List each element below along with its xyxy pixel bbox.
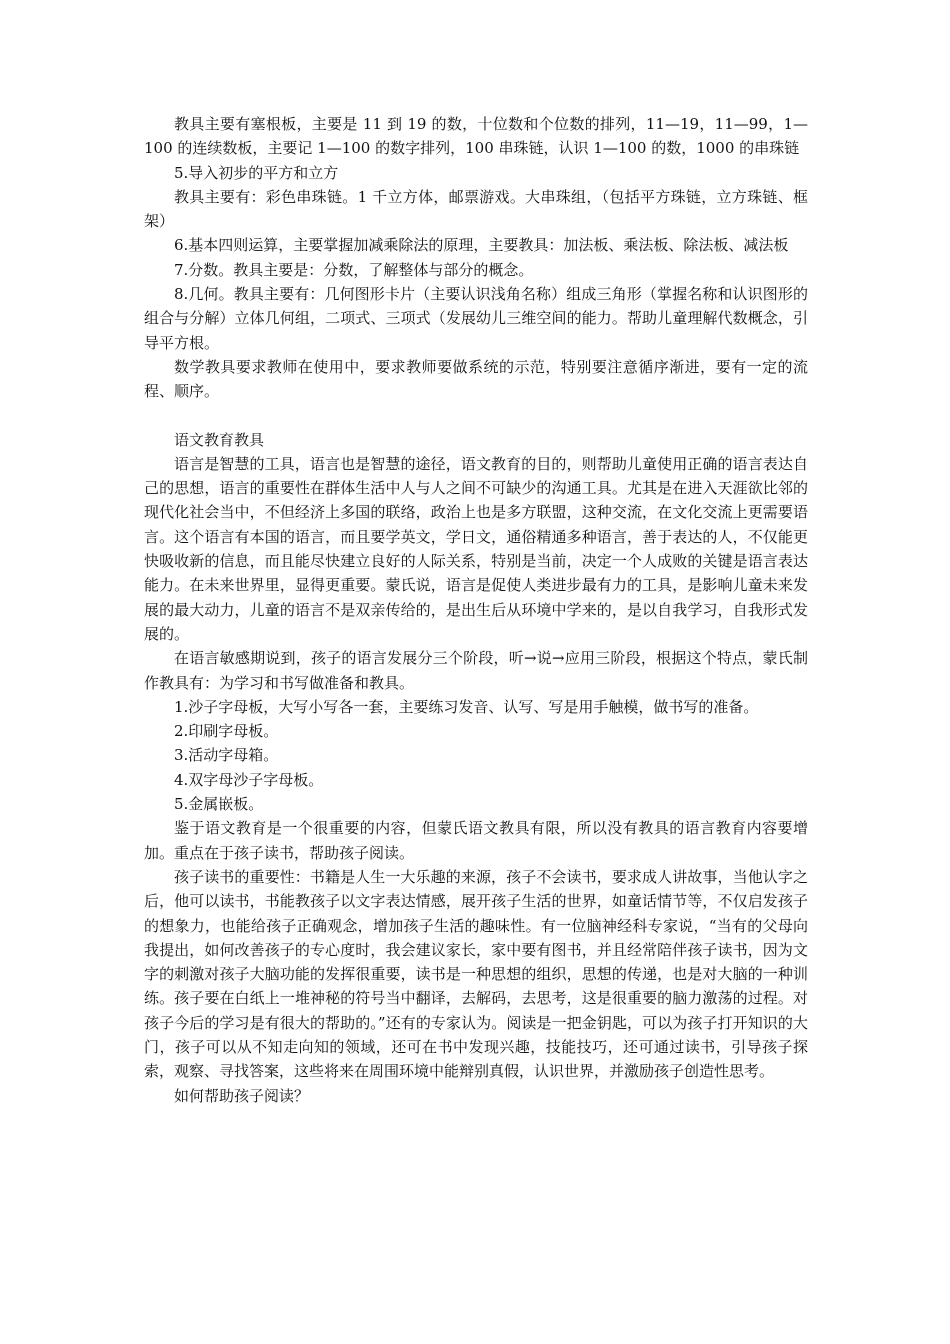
paragraph-four-operations: 6.基本四则运算，主要掌握加减乘除法的原理，主要教具：加法板、乘法板、除法板、减法板	[174, 236, 789, 255]
paragraph-language-stages: 在语言敏感期说到，孩子的语言发展分三个阶段，听→说→应用三阶段，根据这个特点，蒙氏制作教具有：为学习和书写做准备和教具。	[144, 649, 808, 692]
paragraph-teaching-aids-numbers: 教具主要有塞根板，主要是 11 到 19 的数，十位数和个位数的排列，11—19，11—99，1—100 的连续数板，主要记 1—100 的数字排列，100 串珠链，认识 1—100 的数，1000 的串珠链	[144, 115, 808, 158]
list-item-sandpaper-letters: 1.沙子字母板，大写小写各一套，主要练习发音、认写、写是用手触模，做书写的准备。	[174, 697, 759, 716]
document-body	[144, 112, 808, 1108]
paragraph-reading-importance: 孩子读书的重要性：书籍是人生一大乐趣的来源，孩子不会读书，要求成人讲故事，当他认字之后，他可以读书，书能教孩子以文字表达情感，展开孩子生活的世界，如童话情节等，不仅启发孩子的想象力，也能给孩子正确观念，增加孩子生活的趣味性。有一位脑神经科专家说，“当有的父母向我提出，如何改善孩子的专心度时，我会建议家长，家中要有图书，并且经常陪伴孩子读书，因为文字的刺激对孩子大脑功能的发挥很重要，读书是一种思想的组织，思想的传递，也是对大脑的一种训练。孩子要在白纸上一堆神秘的符号当中翻译，去解码，去思考，这是很重要的脑力激荡的过程。对孩子今后的学习是有很大的帮助的。”还有的专家认为。阅读是一把金钥匙，可以为孩子打开知识的大门，孩子可以从不知走向知的领域，还可在书中发现兴趣，技能技巧，还可通过读书，引导孩子探索，观察、寻找答案，这些将来在周围环境中能辩别真假，认识世界，并激励孩子创造性思考。	[144, 867, 808, 1081]
paragraph-bead-chains: 教具主要有：彩色串珠链。1 千立方体，邮票游戏。大串珠组，（包括平方珠链，立方珠链、框架）	[144, 187, 808, 231]
list-item-metal-insets: 5.金属嵌板。	[174, 795, 264, 814]
paragraph-math-teaching-note: 数学教具要求教师在使用中，要求教师要做系统的示范，特别要注意循序渐进，要有一定的流程、顺序。	[144, 357, 808, 401]
section-heading-language: 语文教育教具	[174, 430, 265, 449]
paragraph-how-to-help-reading: 如何帮助孩子阅读？	[174, 1086, 310, 1105]
paragraph-squares-cubes: 5.导入初步的平方和立方	[174, 163, 339, 182]
paragraph-language-importance: 语言是智慧的工具，语言也是智慧的途径，语文教育的目的，则帮助儿童使用正确的语言表达自己的思想，语言的重要性在群体生活中人与人之间不可缺少的沟通工具。尤其是在进入天涯欲比邻的现代化社会当中，不但经济上多国的联络，政治上也是多方联盟，这种交流，在文化交流上更需要语言。这个语言有本国的语言，而且要学英文，学日文，通俗精通多种语言，善于表达的人，不仅能更快吸收新的信息，而且能尽快建立良好的人际关系，特别是当前，决定一个人成败的关键是语言表达能力。在未来世界里，显得更重要。蒙氏说，语言是促使人类进步最有力的工具，是影响儿童未来发展的最大动力，儿童的语言不是双亲传给的，是出生后从环境中学来的，是以自我学习，自我形式发展的。	[144, 454, 808, 643]
list-item-double-sandpaper-letters: 4.双字母沙子字母板。	[174, 770, 324, 789]
list-item-movable-alphabet: 3.活动字母箱。	[174, 746, 279, 765]
paragraph-geometry: 8.几何。教具主要有：几何图形卡片（主要认识浅角名称）组成三角形（掌握名称和认识图形的组合与分解）立体几何组，二项式、三项式（发展幼儿三维空间的能力。帮助儿童理解代数概念，引导平方根。	[144, 285, 808, 352]
paragraph-language-content: 鉴于语文教育是一个很重要的内容，但蒙氏语文教具有限，所以没有教具的语言教育内容要增加。重点在于孩子读书，帮助孩子阅读。	[144, 819, 808, 862]
list-item-printed-letters: 2.印刷字母板。	[174, 722, 279, 741]
paragraph-fractions: 7.分数。教具主要是：分数，了解整体与部分的概念。	[174, 260, 534, 279]
section-spacer	[144, 404, 808, 428]
